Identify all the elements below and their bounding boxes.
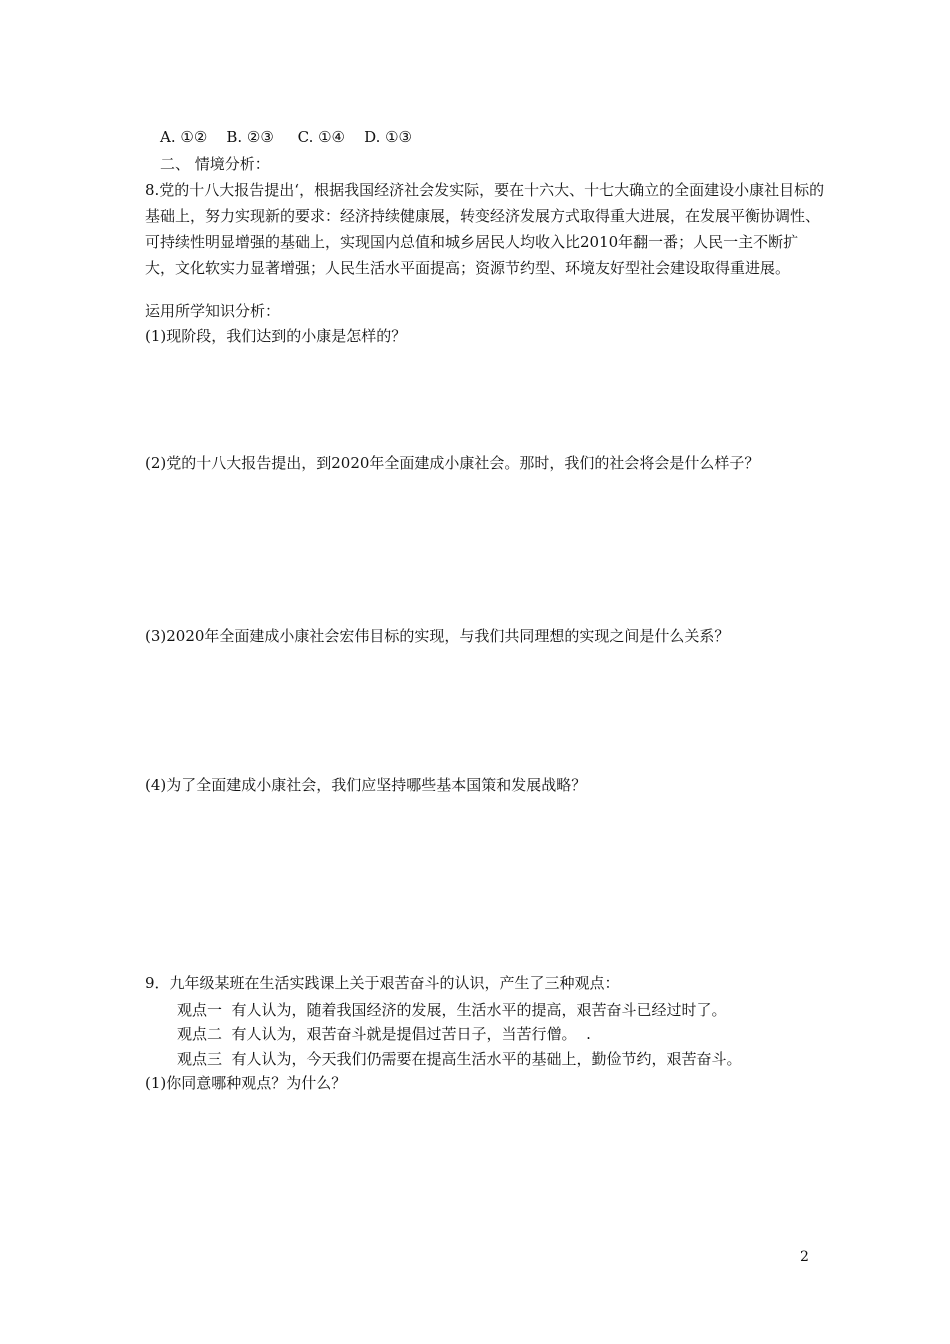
question-8-sub-1: (1)现阶段，我们达到的小康是怎样的？	[145, 327, 407, 345]
question-9-view-2: 观点二 有人认为，艰苦奋斗就是提倡过苦日子，当苦行僧。 .	[177, 1025, 591, 1043]
question-8-sub-3: (3)2020年全面建成小康社会宏伟目标的实现，与我们共同理想的实现之间是什么关系？	[145, 627, 730, 645]
question-9-view-1: 观点一 有人认为，随着我国经济的发展，生活水平的提高，艰苦奋斗已经过时了。	[177, 1001, 727, 1019]
question-8-stem: 8.党的十八大报告提出‘，根据我国经济社会发实际，要在十六大、十七大确立的全面建设小康社目标的基础上，努力实现新的要求：经济持续健康展，转变经济发展方式取得重大进展，在发展平衡协调性、可持续性明显增强的基础上，实现国内总值和城乡居民人均收入比2010年翻一番；人民一主不断扩大，文化软实力显著增强；人民生活水平面提高；资源节约型、环境友好型社会建设取得重进展。	[145, 181, 825, 277]
section-heading-scenario-analysis: 二、 情境分析：	[160, 155, 270, 173]
question-9-view-3: 观点三 有人认为，今天我们仍需要在提高生活水平的基础上，勤俭节约，艰苦奋斗。	[177, 1050, 742, 1068]
question-9-sub-1: (1)你同意哪种观点？为什么？	[145, 1074, 347, 1092]
question-9-stem: 9．九年级某班在生活实践课上关于艰苦奋斗的认识，产生了三种观点：	[145, 974, 620, 992]
page-number: 2	[800, 1249, 809, 1265]
question-8-sub-4: (4)为了全面建成小康社会，我们应坚持哪些基本国策和发展战略？	[145, 776, 587, 794]
answer-options-line: A. ①② B. ②③ C. ①④ D. ①③	[160, 128, 412, 146]
question-8-sub-2: (2)党的十八大报告提出，到2020年全面建成小康社会。那时，我们的社会将会是什么样子？	[145, 454, 760, 472]
question-8-lead: 运用所学知识分析：	[145, 302, 281, 320]
